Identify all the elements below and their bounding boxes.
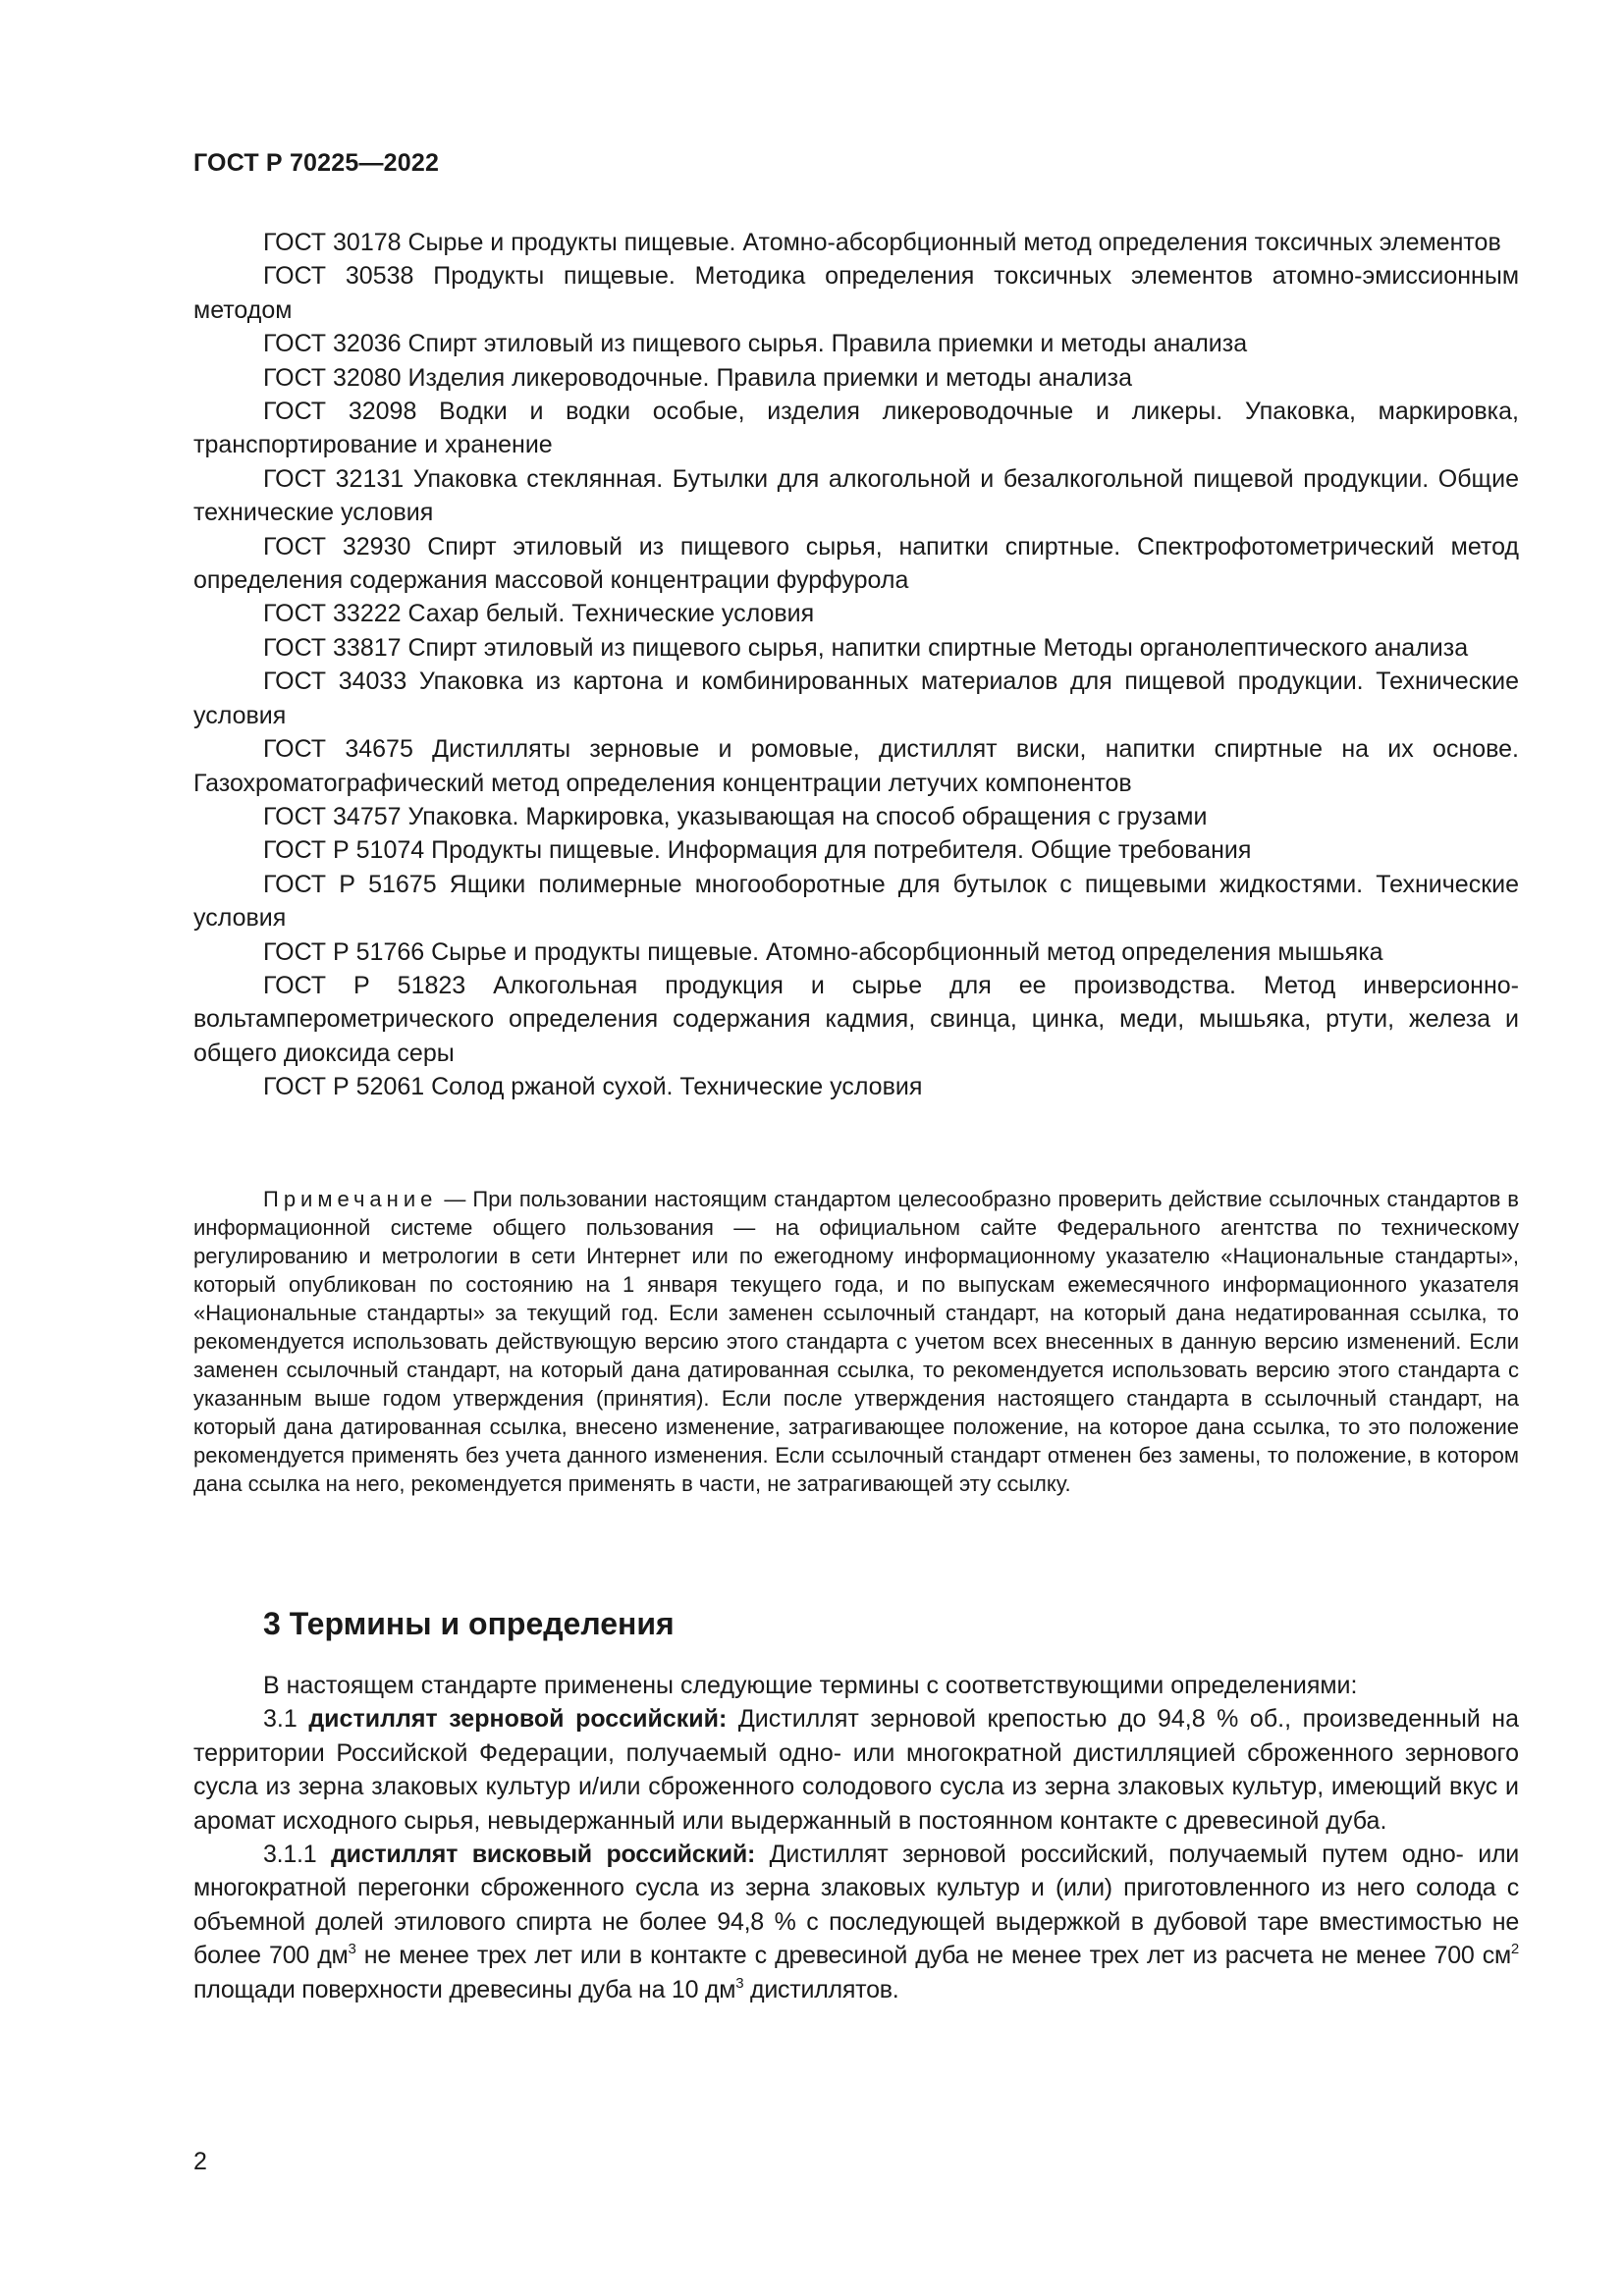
reference-item: ГОСТ 33222 Сахар белый. Технические условия [263,600,815,628]
reference-item: ГОСТ Р 51823 Алкогольная продукция и сырье для ее производства. Метод инверсионно-вольтамперометрического определения содержания кадмия, свинца, цинка, меди, мышьяка, ртути, железа и общего диоксида серы [193,971,1519,1067]
reference-item: ГОСТ Р 52061 Солод ржаной сухой. Технические условия [263,1073,923,1101]
reference-item: ГОСТ 34675 Дистилляты зерновые и ромовые, дистиллят виски, напитки спиртные на их основе. Газохроматографический метод определения концентрации летучих компонентов [193,735,1520,797]
terms-section [193,1669,1519,2006]
reference-item: ГОСТ 32036 Спирт этиловый из пищевого сырья. Правила приемки и методы анализа [263,330,1248,358]
normative-references-list [193,226,1519,1104]
reference-item: ГОСТ Р 51766 Сырье и продукты пищевые. Атомно-абсорбционный метод определения мышьяка [263,937,1383,966]
reference-item: ГОСТ 33817 Спирт этиловый из пищевого сырья, напитки спиртные Методы органолептического анализа [263,633,1469,662]
term-3-1-1: 3.1.1 дистиллят висковый российский: Дистиллят зерновой российский, получаемый путем одно- или многократной перегонки сброженного сусла из зерна злаковых культур и (или) приготовленного из него солода с объемной долей этилового спирта не более 94,8 % с последующей выдержкой в дубовой таре вместимостью не более 700 $дм^3$ не менее трех лет или в контакте с древесиной дуба не менее трех лет из расчета не менее 700 $см^2$ площади поверхности древесины дуба на 10 $дм^3$ дистиллятов. [193,1841,1520,2003]
terms-intro: В настоящем стандарте применены следующие термины с соответствующими определениями: [263,1672,1358,1699]
reference-item: ГОСТ 32098 Водки и водки особые, изделия ликероводочные и ликеры. Упаковка, маркировка, транспортирование и хранение [193,398,1519,459]
reference-item: ГОСТ Р 51675 Ящики полимерные многооборотные для бутылок с пищевыми жидкостями. Технические условия [193,870,1519,933]
reference-item: ГОСТ 32080 Изделия ликероводочные. Правила приемки и методы анализа [263,363,1132,392]
reference-item: ГОСТ 30178 Сырье и продукты пищевые. Атомно-абсорбционный метод определения токсичных элементов [263,229,1501,256]
reference-item: ГОСТ 32131 Упаковка стеклянная. Бутылки для алкогольной и безалкогольной пищевой продукции. Общие технические условия [193,464,1519,527]
reference-item: ГОСТ Р 51074 Продукты пищевые. Информация для потребителя. Общие требования [263,836,1252,865]
term-name: дистиллят зерновой российский: [308,1705,728,1734]
reference-item: ГОСТ 34033 Упаковка из картона и комбинированных материалов для пищевой продукции. Технические условия [193,667,1519,729]
reference-item: ГОСТ 30538 Продукты пищевые. Методика определения токсичных элементов атомно-эмиссионным методом [193,262,1520,324]
reference-item: ГОСТ 32930 Спирт этиловый из пищевого сырья, напитки спиртные. Спектрофотометрический метод определения содержания массовой концентрации фурфурола [193,532,1520,595]
document-header: ГОСТ Р 70225—2022 [193,149,440,177]
note-text: — При пользовании настоящим стандартом целесообразно проверить действие ссылочных стандартов в информационной системе общего пользования — на официальном сайте Федерального агентства по техническому регулированию и метрологии в сети Интернет или по ежегодному информационному указателю «Национальные стандарты», который опубликован по состоянию на 1 января текущего года, и по выпускам ежемесячного информационного указателя «Национальные стандарты» за текущий год. Если заменен ссылочный стандарт, на который дана недатированная ссылка, то рекомендуется использовать действующую версию этого стандарта с учетом всех внесенных в данную версию изменений. Если заменен ссылочный стандарт, на который дана датированная ссылка, то рекомендуется использовать версию этого стандарта с указанным выше годом утверждения (принятия). Если после утверждения настоящего стандарта в ссылочный стандарт, на который дана датированная ссылка, внесено изменение, затрагивающее положение, на которое дана ссылка, то это положение рекомендуется применять без учета данного изменения. Если ссылочный стандарт отменен без замены, то положение, в котором дана ссылка на него, рекомендуется применять в части, не затрагивающей эту ссылку. [193,1187,1519,1496]
note-label: Примечание [263,1187,438,1211]
term-3-1: 3.1 дистиллят зерновой российский: Дистиллят зерновой крепостью до 94,8 % об., произведенный на территории Российской Федерации, получаемый одно- или многократной дистилляцией сброженного зернового сусла из зерна злаковых культур и/или сброженного солодового сусла из зерна злаковых культур, имеющий вкус и аромат исходного сырья, невыдержанный или выдержанный в постоянном контакте с древесиной дуба. [193,1705,1520,1835]
term-name: дистиллят висковый российский: [331,1841,756,1869]
section-title: 3 Термины и определения [263,1606,675,1641]
reference-item: ГОСТ 34757 Упаковка. Маркировка, указывающая на способ обращения с грузами [263,802,1208,830]
page-number: 2 [193,2148,207,2175]
note-paragraph [193,1185,1519,1498]
